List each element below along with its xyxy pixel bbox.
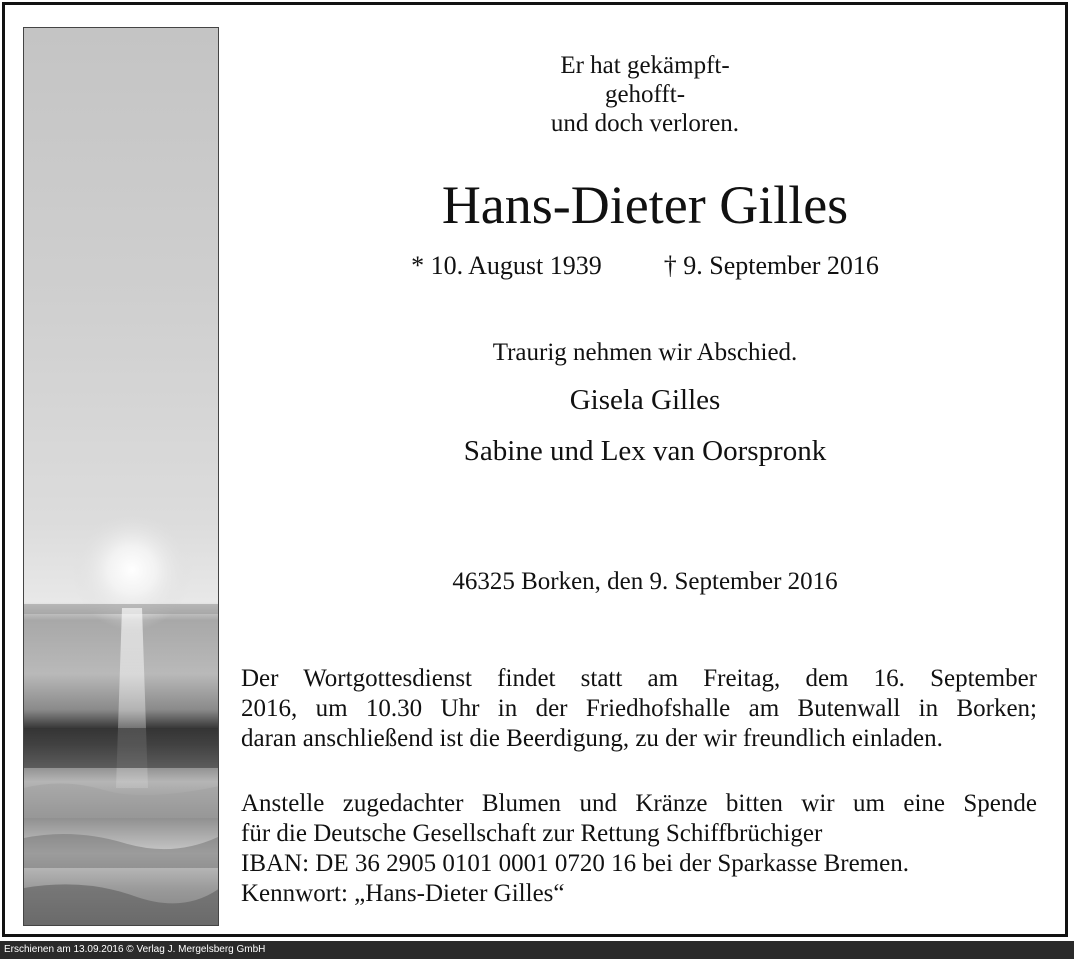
- donation-line: IBAN: DE 36 2905 0101 0001 0720 16 bei der Sparkasse Bremen.: [241, 850, 909, 877]
- obituary-notice: [2, 2, 1068, 937]
- motto-line: gehofft-: [604, 81, 686, 108]
- service-line: 2016, um 10.30 Uhr in der Friedhofshalle am Butenwall in Borken;: [241, 695, 1037, 722]
- motto-line: und doch verloren.: [550, 110, 740, 137]
- donation-request: [241, 789, 1037, 909]
- death-date: † 9. September 2016: [663, 251, 879, 280]
- deceased-name: Hans-Dieter Gilles: [441, 175, 849, 235]
- motto: [235, 51, 1055, 138]
- service-announcement: [241, 664, 1037, 754]
- mourner-name: Gisela Gilles: [569, 384, 721, 416]
- farewell-line: Traurig nehmen wir Abschied.: [492, 339, 798, 366]
- place-and-date: 46325 Borken, den 9. September 2016: [452, 568, 838, 595]
- birth-date: * 10. August 1939: [411, 251, 602, 280]
- service-line: Der Wortgottesdienst findet statt am Freitag, dem 16. September: [241, 665, 1037, 692]
- sunset-sea-illustration: [24, 28, 219, 926]
- motto-line: Er hat gekämpft-: [560, 52, 730, 79]
- sunset-sea-photo: [23, 27, 219, 926]
- publication-footer: Erschienen am 13.09.2016 © Verlag J. Mergelsberg GmbH: [0, 941, 1074, 959]
- donation-line: Anstelle zugedachter Blumen und Kränze bitten wir um eine Spende: [241, 790, 1037, 817]
- service-line: daran anschließend ist die Beerdigung, zu der wir freundlich einladen.: [241, 725, 943, 752]
- life-dates: [235, 250, 1055, 282]
- mourner-name: Sabine und Lex van Oorspronk: [463, 435, 827, 467]
- donation-line: für die Deutsche Gesellschaft zur Rettung Schiffbrüchiger: [241, 820, 823, 847]
- donation-line: Kennwort: „Hans-Dieter Gilles“: [241, 880, 565, 907]
